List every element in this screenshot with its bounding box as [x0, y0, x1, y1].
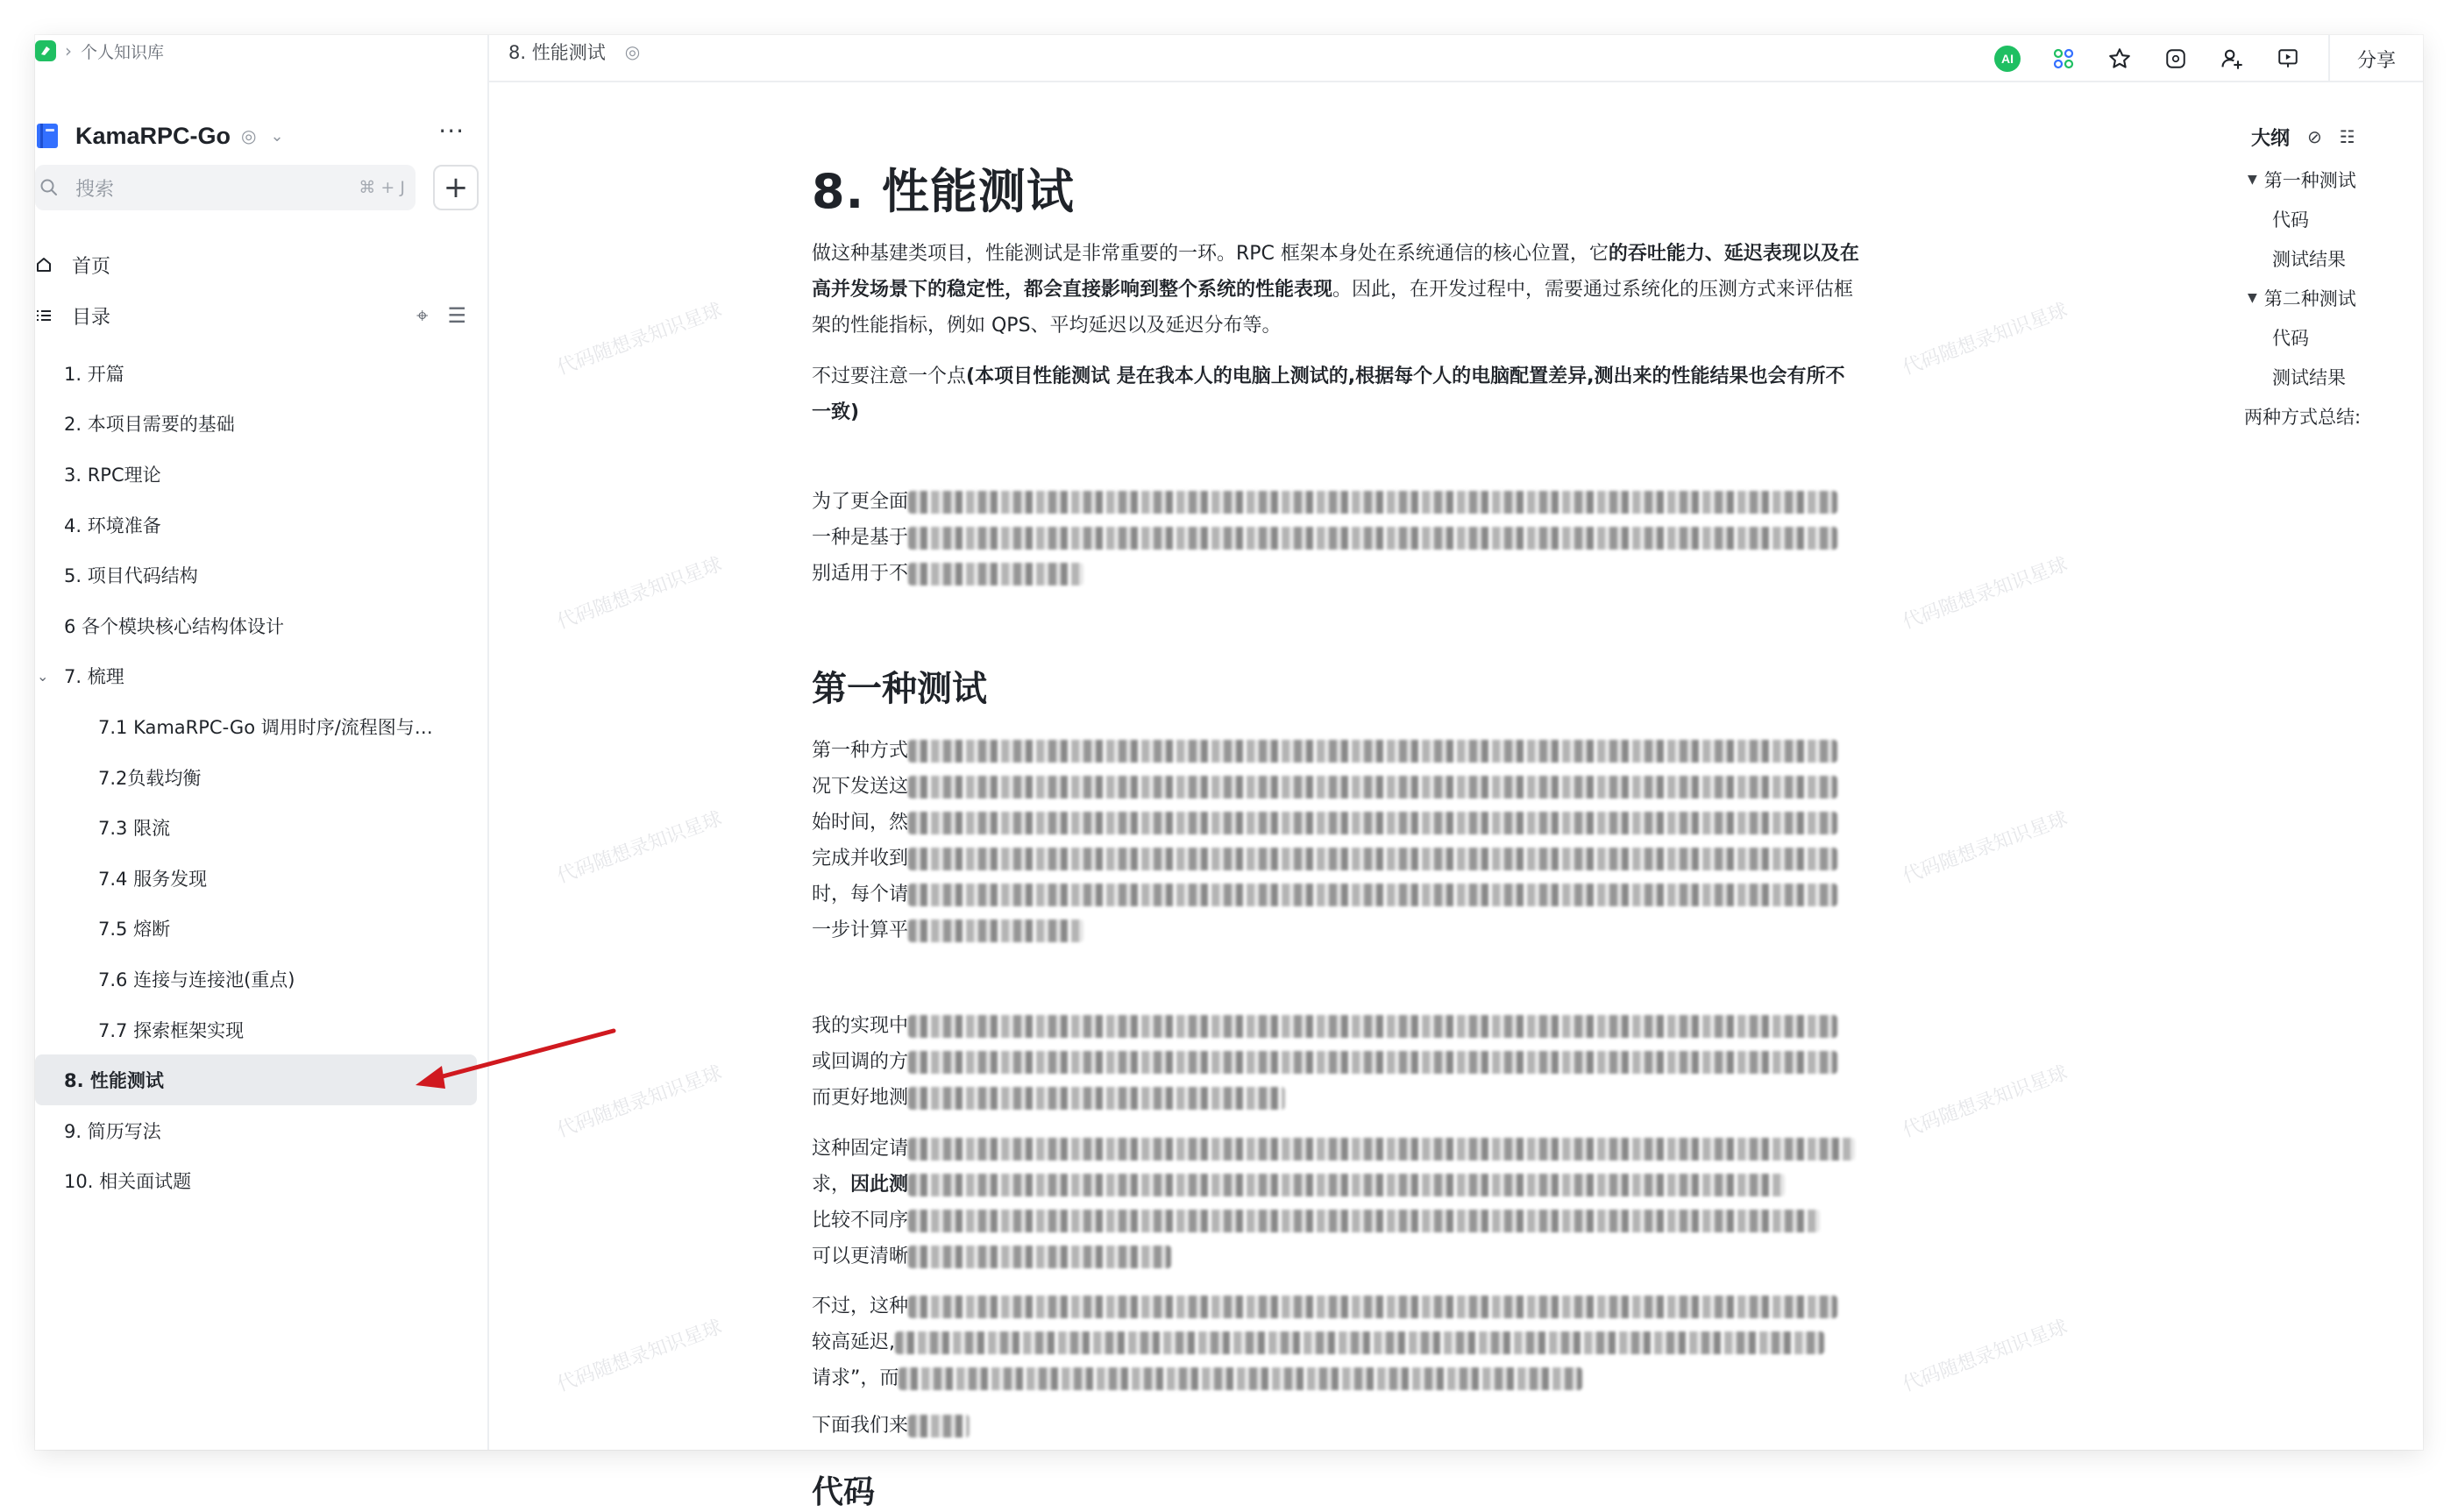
toc-item-label: 9. 简历写法 — [64, 1120, 161, 1142]
line-start: 始时间，然 — [812, 812, 909, 834]
sidebar-item-label: 目录 — [72, 306, 111, 329]
outline-item-label: 测试结果 — [2272, 366, 2346, 388]
toc-item[interactable] — [35, 1105, 489, 1156]
note-text-a: 不过要注意一个点 — [812, 366, 967, 387]
redacted-text — [899, 1367, 1582, 1390]
text-line — [812, 877, 1864, 912]
watermark: 代码随想录知识星球 — [1900, 1061, 2071, 1142]
toc-item-label: 7.7 探索框架实现 — [98, 1019, 245, 1041]
line-start: 第一种方式 — [812, 740, 909, 762]
caret-down-icon[interactable]: ▼ — [2248, 172, 2257, 187]
outline-items — [2244, 160, 2423, 436]
star-icon — [2107, 46, 2132, 71]
toc-item-label: 2. 本项目需要的基础 — [64, 414, 235, 436]
ai-icon: AI — [1994, 46, 2021, 72]
caret-down-icon[interactable]: ▼ — [2248, 290, 2257, 305]
paragraph-blurred-6 — [812, 1408, 1864, 1444]
line-start: 比较不同序 — [812, 1210, 909, 1232]
toc-item-label: 4. 环境准备 — [64, 515, 161, 536]
watermark: 代码随想录知识星球 — [1900, 299, 2071, 380]
share-button[interactable]: 分享 — [2328, 35, 2423, 82]
line-start: 请求”，而 — [812, 1367, 899, 1389]
watermark: 代码随想录知识星球 — [1900, 807, 2071, 888]
outline-item-label: 代码 — [2272, 209, 2309, 231]
redacted-text — [908, 1138, 1855, 1161]
line-start: 别适用于不 — [812, 563, 909, 585]
watermark: 代码随想录知识星球 — [554, 807, 726, 888]
favorite-button[interactable] — [2092, 35, 2148, 82]
breadcrumb — [35, 35, 164, 67]
line-start: 完成并收到 — [812, 848, 909, 870]
toc-item-label: 5. 项目代码结构 — [64, 565, 198, 587]
toc-item-label: 10. 相关面试题 — [64, 1171, 192, 1193]
text-line — [812, 1044, 1864, 1080]
line-start: 求， — [812, 1174, 851, 1196]
intro-text-bold: 的吞吐能力、延迟表现以及在高并发场景下的稳定性，都会直接影响到整个系统的性能表现 — [812, 243, 1859, 301]
apps-button[interactable] — [2035, 35, 2092, 82]
paragraph-blurred-4 — [812, 1131, 1864, 1274]
comment-button[interactable] — [2148, 35, 2204, 82]
toc-item[interactable] — [35, 651, 489, 702]
globe-icon: ◎ — [624, 41, 641, 62]
doc-tab-title: 8. 性能测试 — [508, 42, 606, 63]
toc-item[interactable] — [35, 449, 489, 500]
line-start: 这种固定请 — [812, 1138, 909, 1160]
line-start: 为了更全面 — [812, 491, 909, 513]
outline-item-label: 第二种测试 — [2263, 287, 2356, 309]
line-start: 不过，这种 — [812, 1295, 909, 1317]
doc-tab[interactable] — [508, 39, 640, 65]
toc-item-label: 7.3 限流 — [98, 818, 171, 840]
redacted-text — [908, 491, 1837, 514]
outline-item[interactable] — [2248, 317, 2423, 357]
redacted-text — [908, 919, 1083, 942]
redacted-text — [908, 1246, 1171, 1268]
paragraph-intro — [812, 236, 1864, 344]
text-line — [812, 912, 1864, 948]
knowledge-base-header — [35, 103, 489, 168]
outline-title: 大纲 — [2251, 127, 2291, 150]
note-text-bold: (本项目性能测试 是在我本人的电脑上测试的,根据每个人的电脑配置差异,测出来的性能结果也会有所不一致) — [812, 366, 1845, 423]
outline-panel — [2244, 119, 2423, 436]
present-button[interactable] — [2260, 35, 2316, 82]
app-logo-icon[interactable] — [35, 40, 56, 61]
redacted-text — [895, 1331, 1824, 1354]
heading-first-test: 第一种测试 — [812, 669, 987, 709]
toc-item[interactable] — [35, 752, 489, 803]
text-line — [812, 1239, 1864, 1274]
add-member-button[interactable] — [2204, 35, 2260, 82]
watermark: 代码随想录知识星球 — [554, 1316, 726, 1396]
intro-text-a: 做这种基建类项目，性能测试是非常重要的一环。RPC 框架本身处在系统通信的核心位置，它 — [812, 243, 1609, 265]
chevron-down-icon[interactable]: ⌄ — [270, 126, 284, 146]
add-button[interactable]: + — [433, 165, 479, 210]
text-line — [812, 1360, 1864, 1396]
outline-item[interactable] — [2248, 238, 2423, 278]
ai-button[interactable] — [1979, 35, 2035, 82]
chevron-down-icon[interactable]: ⌄ — [37, 667, 49, 685]
home-icon — [35, 256, 53, 273]
outline-item[interactable] — [2244, 396, 2423, 436]
toc-item[interactable] — [35, 500, 489, 550]
text-line — [812, 1324, 1864, 1360]
toc-item[interactable] — [35, 954, 489, 1004]
toc-item[interactable] — [35, 600, 489, 651]
annotation-arrow — [403, 1026, 622, 1096]
text-line — [812, 805, 1864, 841]
toc-item-label: 7. 梳理 — [64, 666, 124, 688]
outline-item[interactable] — [2248, 278, 2423, 317]
toc-item-label: 7.5 熔断 — [98, 919, 171, 941]
text-line — [812, 556, 1864, 592]
outline-item-label: 测试结果 — [2272, 248, 2346, 270]
outline-item-label: 第一种测试 — [2263, 169, 2356, 191]
apps-icon — [2052, 47, 2075, 70]
toc-item-label: 7.2负载均衡 — [98, 767, 202, 789]
toc-item[interactable] — [35, 701, 489, 752]
watermark: 代码随想录知识星球 — [554, 1061, 726, 1142]
redacted-text — [908, 1087, 1285, 1110]
text-line — [812, 1080, 1864, 1116]
sidebar-item-label: 首页 — [72, 255, 111, 278]
search-input[interactable] — [35, 165, 416, 210]
text-line — [812, 1131, 1864, 1167]
redacted-text — [908, 1210, 1820, 1232]
knowledge-base-title[interactable]: KamaRPC-Go — [75, 122, 231, 149]
toc-item[interactable] — [35, 550, 489, 600]
toc-item[interactable] — [35, 802, 489, 853]
outline-item-label: 两种方式总结: — [2244, 406, 2362, 428]
paragraph-blurred-2 — [812, 733, 1864, 948]
sidebar — [35, 35, 489, 1450]
text-line — [812, 520, 1864, 556]
line-start: 或回调的方 — [812, 1051, 909, 1073]
line-start: 我的实现中 — [812, 1015, 909, 1037]
redacted-text — [908, 848, 1837, 870]
text-line — [812, 1008, 1864, 1044]
redacted-text — [908, 884, 1837, 906]
globe-icon: ◎ — [241, 125, 257, 146]
text-line — [812, 1167, 1864, 1203]
toc-item[interactable] — [35, 853, 489, 904]
chevron-right-icon: › — [65, 40, 72, 61]
watermark: 代码随想录知识星球 — [1900, 1316, 2071, 1396]
book-icon — [35, 122, 60, 150]
intro-text-c: 。因此，在开发过程中，需要通过系统化的压测方式来评估框架的性能指标，例如 QPS、平均延迟以及延迟分布等。 — [812, 279, 1854, 337]
outline-header — [2251, 119, 2423, 154]
breadcrumb-knowledge-base[interactable]: 个人知识库 — [81, 42, 165, 62]
text-line — [812, 1408, 1864, 1444]
app-window — [35, 35, 2423, 1510]
locate-icon[interactable]: ⌖ — [416, 303, 429, 328]
outline-item[interactable] — [2248, 357, 2423, 396]
redacted-text — [908, 1174, 1785, 1196]
watermark: 代码随想录知识星球 — [554, 553, 726, 634]
comment-icon — [2164, 47, 2187, 70]
heading-code: 代码 — [812, 1474, 876, 1510]
text-line — [812, 1203, 1864, 1239]
sidebar-item-toc[interactable] — [35, 298, 489, 333]
line-start: 下面我们来 — [812, 1415, 909, 1437]
redacted-text — [908, 812, 1837, 834]
outline-list-icon[interactable]: ☷ — [2339, 126, 2355, 147]
toc-item-label: 6 各个模块核心结构体设计 — [64, 615, 285, 637]
toc-item-label: 3. RPC理论 — [64, 464, 161, 486]
watermark: 代码随想录知识星球 — [554, 299, 726, 380]
redacted-text — [908, 1295, 1837, 1318]
toc-item[interactable] — [35, 1156, 489, 1207]
search-shortcut: ⌘ + J — [359, 178, 405, 197]
search-placeholder: 搜索 — [75, 178, 115, 201]
add-user-icon — [2220, 46, 2244, 71]
paragraph-blurred-1 — [812, 484, 1864, 592]
redacted-text — [908, 1415, 970, 1437]
list-icon — [35, 307, 53, 324]
toc-item-label: 7.4 服务发现 — [98, 868, 208, 890]
redacted-text — [908, 527, 1837, 550]
line-start: 况下发送这 — [812, 776, 909, 798]
line-start: 较高延迟, — [812, 1331, 895, 1353]
search-row — [35, 165, 489, 217]
redacted-text — [908, 563, 1083, 586]
present-icon — [2277, 47, 2299, 70]
paragraph-blurred-3 — [812, 1008, 1864, 1116]
text-line — [812, 484, 1864, 520]
line-start: 可以更清晰 — [812, 1246, 909, 1267]
line-start: 时，每个请 — [812, 884, 909, 905]
search-icon — [39, 177, 60, 198]
redacted-text — [908, 1051, 1837, 1074]
redacted-text — [908, 776, 1837, 799]
toc-item-label: 8. 性能测试 — [64, 1070, 164, 1092]
redacted-text — [908, 1015, 1837, 1038]
text-line — [812, 769, 1864, 805]
line-start: 一步计算平 — [812, 919, 909, 941]
toc-item[interactable] — [35, 399, 489, 450]
line-bold: 因此测 — [850, 1174, 909, 1196]
toc-item[interactable] — [35, 348, 489, 399]
text-line — [812, 1288, 1864, 1324]
redacted-text — [908, 740, 1837, 763]
watermark: 代码随想录知识星球 — [1900, 553, 2071, 634]
outline-item[interactable] — [2248, 160, 2423, 199]
paragraph-blurred-5 — [812, 1288, 1864, 1396]
outline-item[interactable] — [2248, 199, 2423, 238]
toc-item-label: 1. 开篇 — [64, 363, 124, 385]
more-icon[interactable]: ··· — [438, 117, 465, 146]
outline-item-label: 代码 — [2272, 327, 2309, 349]
toc-item-label: 7.1 KamaRPC-Go 调用时序/流程图与… — [98, 716, 433, 738]
collapse-list-icon[interactable]: ☰ — [447, 303, 466, 328]
top-bar — [489, 35, 2423, 82]
text-line — [812, 841, 1864, 877]
text-line — [812, 733, 1864, 769]
sidebar-item-home[interactable] — [35, 247, 110, 282]
hide-eye-icon[interactable]: ⊘ — [2307, 126, 2322, 147]
paragraph-note — [812, 358, 1864, 430]
toc-item-label: 7.6 连接与连接池(重点) — [98, 969, 295, 990]
page-title: 8. 性能测试 — [812, 164, 1075, 219]
toc-item[interactable] — [35, 904, 489, 955]
toolbar — [1979, 35, 2423, 82]
document-body — [812, 82, 1899, 1510]
line-start: 一种是基于 — [812, 527, 909, 549]
line-start: 而更好地测 — [812, 1087, 909, 1109]
